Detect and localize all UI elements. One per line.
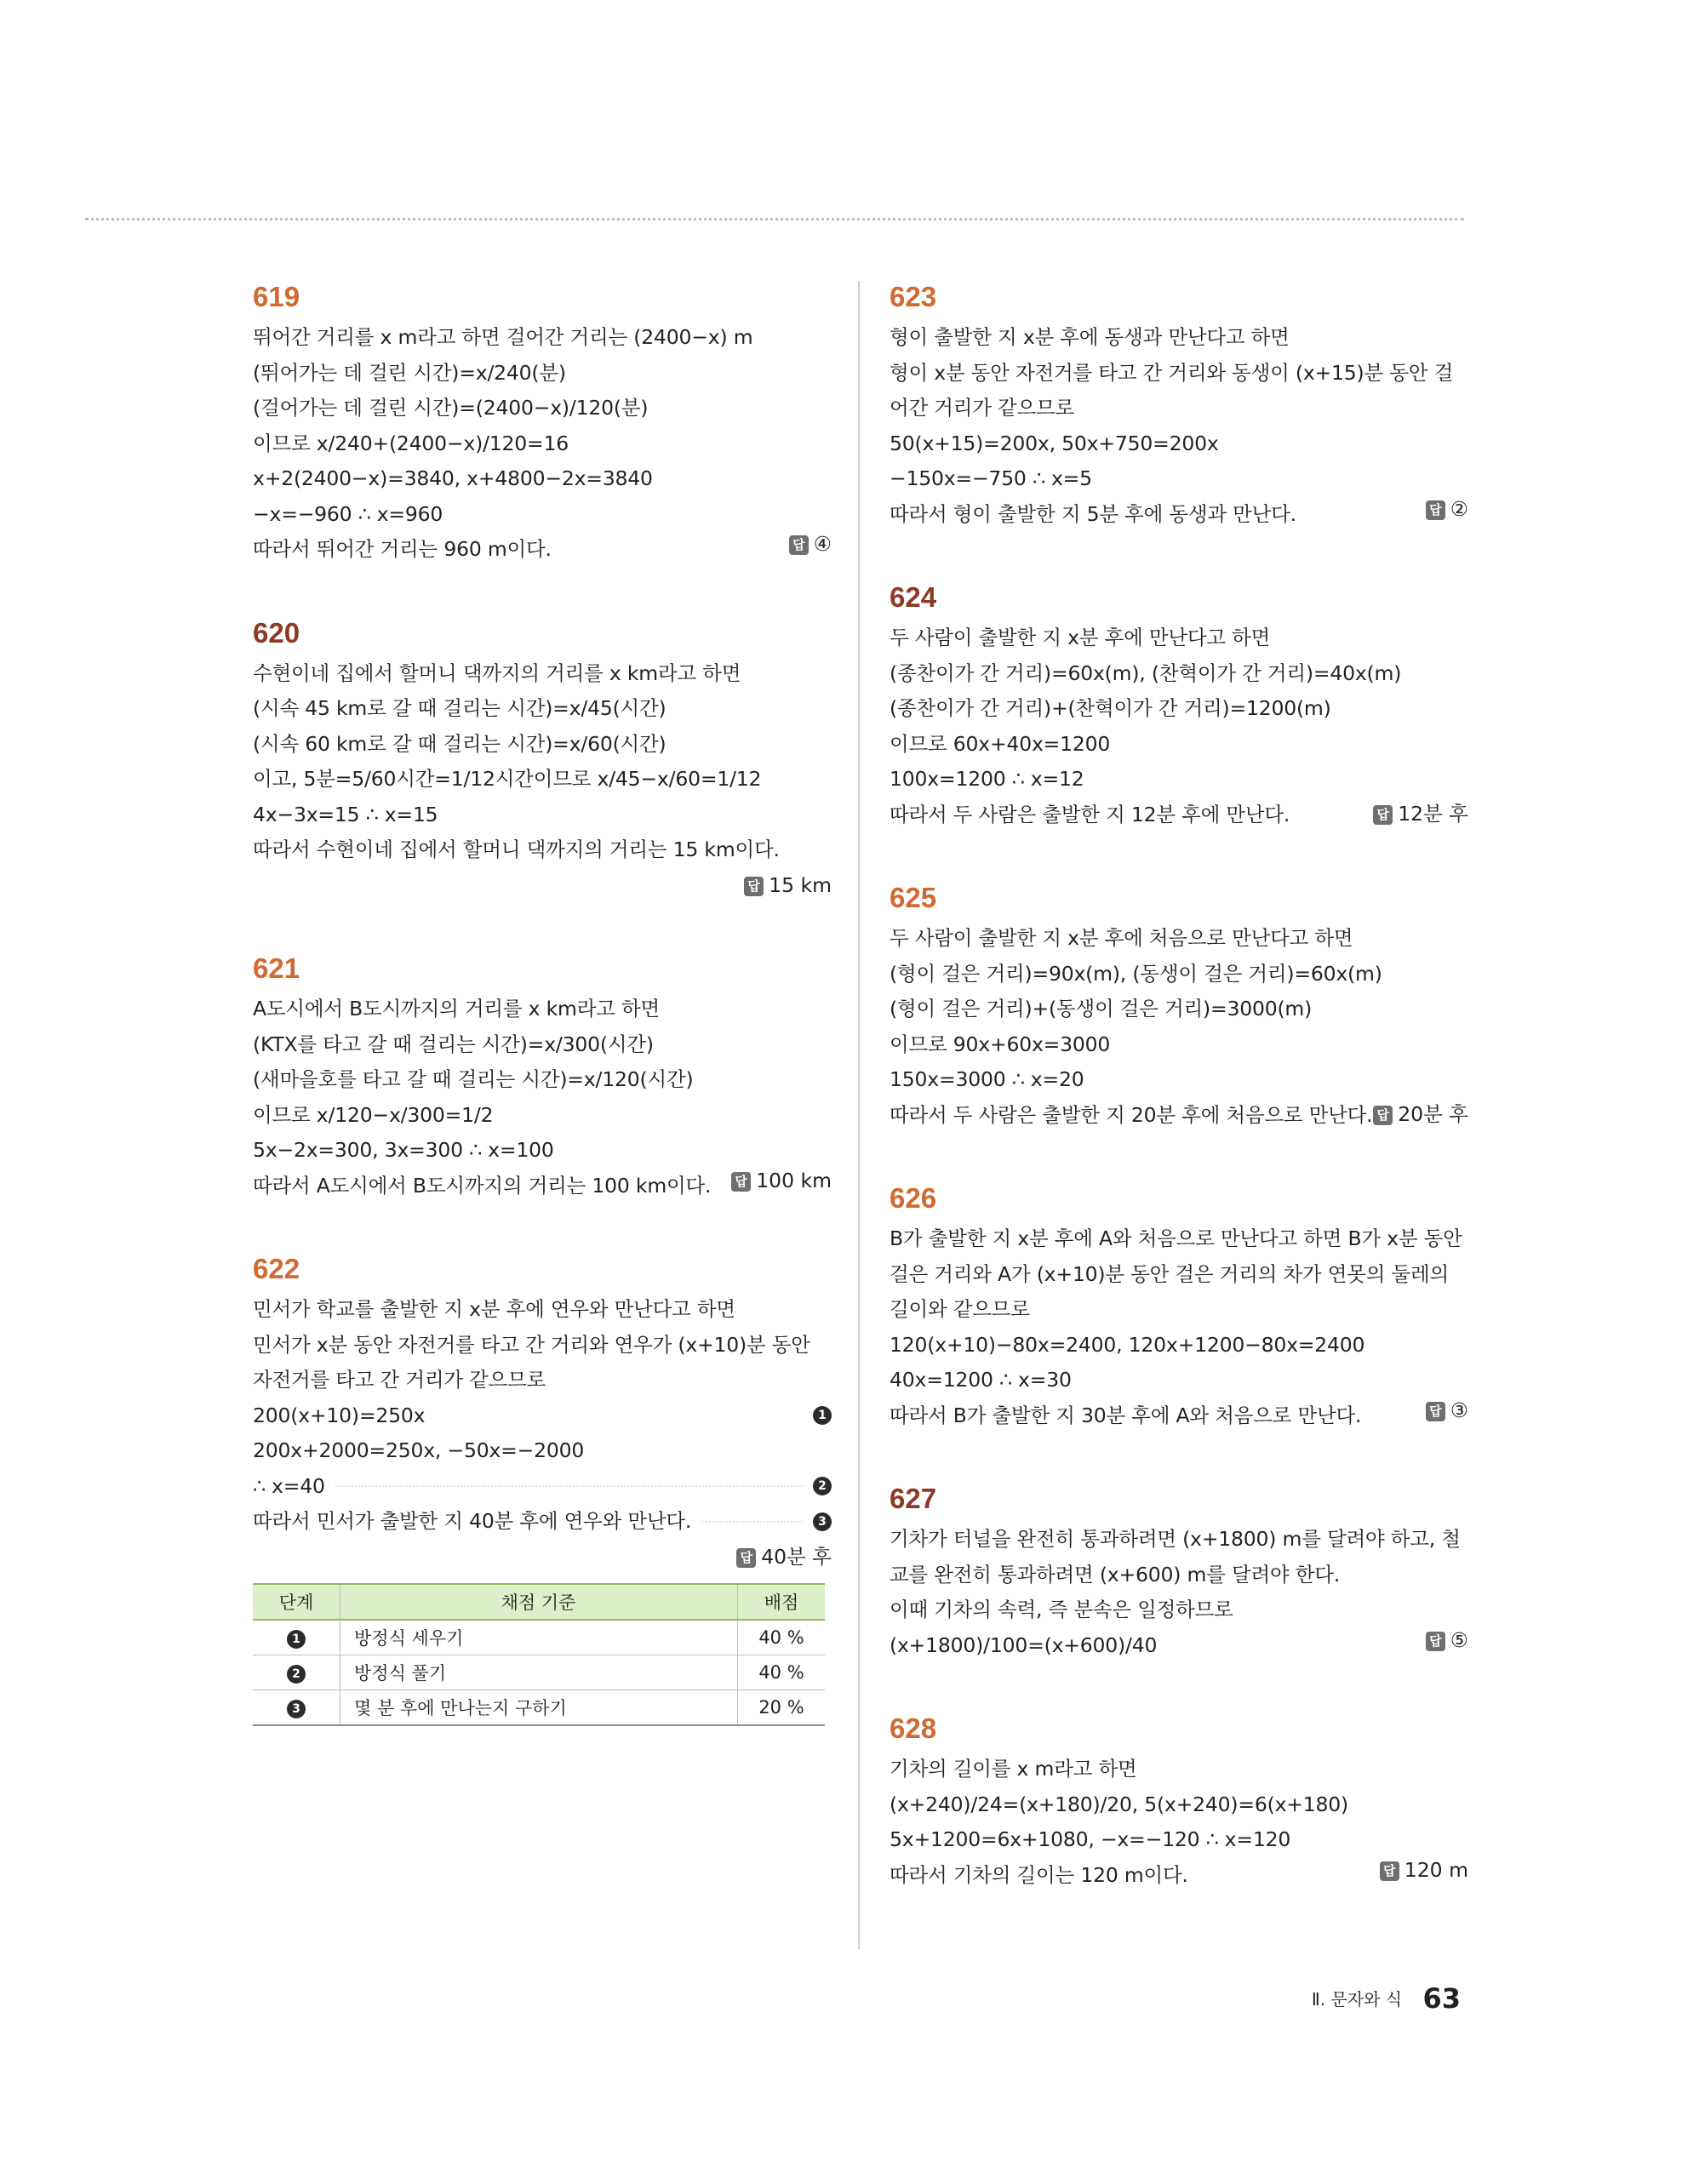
solution-line: 이때 기차의 속력, 즉 분속은 일정하므로 [890,1598,1233,1621]
solution-line: 이므로 x/240+(2400−x)/120=16 [253,431,569,455]
section-title: Ⅱ. 문자와 식 [1311,1989,1403,2010]
answer [736,1545,832,1569]
answer-value: ② [1450,496,1468,521]
solution-line: (종찬이가 간 거리)=60x(m), (찬혁이가 간 거리)=40x(m) [890,660,1402,685]
answer-badge-icon: 답 [744,877,764,896]
answer [1426,497,1468,533]
conclusion-row [253,1169,832,1204]
problem-623 [890,279,1468,532]
right-column [890,279,1468,1893]
answer [731,1169,832,1204]
answer-badge-icon: 답 [1426,1632,1445,1651]
answer-badge-icon: 답 [1373,1106,1393,1125]
answer [1380,1858,1468,1894]
solution-line: 따라서 뛰어간 거리는 960 m이다. [253,537,552,561]
solution-line: 두 사람이 출발한 지 x분 후에 처음으로 만난다고 하면 [890,926,1353,950]
answer-badge-icon: 답 [731,1172,751,1192]
step-2-icon: 2 [813,1477,832,1495]
solution-line: 150x=3000 ∴ x=20 [890,1067,1084,1091]
answer-badge-icon: 답 [1373,805,1393,825]
solution-line: 형이 x분 동안 자전거를 타고 간 거리와 동생이 (x+15)분 동안 걸어간 거리가 같으므로 [890,360,1454,420]
solution-line: 이므로 90x+60x=3000 [890,1032,1111,1056]
answer-badge-icon: 답 [789,535,809,555]
solution-line: A도시에서 B도시까지의 거리를 x km라고 하면 [253,997,660,1021]
answer-badge-icon: 답 [1380,1861,1399,1881]
step-row [253,1398,832,1434]
problem-628 [890,1711,1468,1893]
answer [744,873,832,897]
answer-row [253,1540,832,1575]
solution-line: −x=−960 ∴ x=960 [253,501,443,526]
step-2-icon: 2 [287,1665,306,1684]
table-header: 단계 [253,1584,340,1620]
solution-line: 형이 출발한 지 x분 후에 동생과 만난다고 하면 [890,325,1290,349]
step-1-icon: 1 [287,1630,306,1649]
solution-line: (x+240)/24=(x+180)/20, 5(x+240)=6(x+180) [890,1792,1349,1816]
table-header: 배점 [738,1584,826,1620]
answer-value: 100 km [756,1168,832,1192]
conclusion-row [890,1858,1468,1894]
solution-line: 수현이네 집에서 할머니 댁까지의 거리를 x km라고 하면 [253,660,741,685]
problem-626 [890,1181,1468,1433]
solution-line: 이므로 60x+40x=1200 [890,731,1111,756]
answer-value: 12분 후 [1398,801,1468,826]
solution-line: (형이 걸은 거리)=90x(m), (동생이 걸은 거리)=60x(m) [890,961,1382,986]
solution-line: 따라서 두 사람은 출발한 지 20분 후에 처음으로 만난다. [890,1102,1373,1127]
table-row [253,1620,825,1655]
solution-line: (형이 걸은 거리)+(동생이 걸은 거리)=3000(m) [890,997,1313,1021]
answer-value: 20분 후 [1398,1101,1468,1126]
step-row [253,1469,832,1505]
table-cell: 40 % [738,1620,826,1655]
answer [1426,1398,1468,1434]
solution-line: (x+1800)/100=(x+600)/40 [890,1632,1158,1657]
table-cell: 방정식 세우기 [340,1620,738,1655]
conclusion-row [890,798,1468,833]
problem-625 [890,880,1468,1133]
solution-line: (새마을호를 타고 갈 때 걸리는 시간)=x/120(시간) [253,1067,694,1091]
solution-line: 50(x+15)=200x, 50x+750=200x [890,431,1219,455]
solution-line: 기차의 길이를 x m라고 하면 [890,1757,1137,1781]
answer [1426,1628,1468,1664]
problem-number: 625 [890,882,937,913]
solution-line: 뛰어간 거리를 x m라고 하면 걸어간 거리는 (2400−x) m [253,325,753,349]
solution-line: 민서가 x분 동안 자전거를 타고 간 거리와 연우가 (x+10)분 동안 자전거를 타고 간 거리가 같으므로 [253,1332,810,1392]
table-header-row [253,1584,825,1620]
answer-value: ③ [1450,1398,1468,1422]
problem-number: 621 [253,952,300,984]
page-footer [1312,1981,1461,2016]
solution-line: 200x+2000=250x, −50x=−2000 [253,1438,585,1462]
solution-line: 민서가 학교를 출발한 지 x분 후에 연우와 만난다고 하면 [253,1297,735,1321]
answer [1373,1098,1468,1134]
conclusion-row [890,1398,1468,1434]
solution-line: 4x−3x=15 ∴ x=15 [253,802,438,826]
scoring-table [253,1583,825,1726]
problem-622 [253,1251,832,1726]
solution-line: 5x−2x=300, 3x=300 ∴ x=100 [253,1138,554,1162]
step-3-icon: 3 [287,1700,306,1718]
solution-line: −150x=−750 ∴ x=5 [890,466,1092,490]
page-number: 63 [1422,1982,1461,2015]
problem-number: 624 [890,581,937,613]
answer-badge-icon: 답 [736,1548,756,1568]
solution-line: (시속 60 km로 갈 때 걸리는 시간)=x/60(시간) [253,731,667,756]
solution-line: B가 출발한 지 x분 후에 A와 처음으로 만난다고 하면 B가 x분 동안 걸은 거리와 A가 (x+10)분 동안 걸은 거리의 차가 연못의 둘레의 길이와 같으므로 [890,1226,1462,1321]
problem-621 [253,951,832,1203]
solution-line: 따라서 형이 출발한 지 5분 후에 동생과 만난다. [890,501,1296,526]
conclusion-row [890,1628,1468,1664]
problem-619 [253,279,832,568]
problem-number: 622 [253,1253,300,1284]
table-cell: 방정식 풀기 [340,1655,738,1690]
problem-number: 626 [890,1182,937,1214]
conclusion-row [890,1098,1468,1134]
dotted-leader [335,1485,803,1487]
problem-number: 623 [890,281,937,312]
problem-number: 620 [253,616,300,649]
table-header: 채점 기준 [340,1584,738,1620]
solution-line: 따라서 민서가 출발한 지 40분 후에 연우와 만난다. [253,1509,692,1533]
answer-value: ⑤ [1450,1627,1468,1652]
answer-value: ④ [813,532,832,556]
top-dotted-rule [85,218,1464,220]
problem-624 [890,580,1468,832]
table-row [253,1690,825,1726]
answer-value: 40분 후 [761,1544,832,1569]
table-cell: 40 % [738,1655,826,1690]
solution-line: 이고, 5분=5/60시간=1/12시간이므로 x/45−x/60=1/12 [253,767,762,791]
answer [789,532,832,568]
answer-badge-icon: 답 [1426,500,1445,520]
solution-line: 따라서 두 사람은 출발한 지 12분 후에 만난다. [890,802,1290,826]
solution-line: 따라서 B가 출발한 지 30분 후에 A와 처음으로 만난다. [890,1403,1362,1427]
solution-line: 두 사람이 출발한 지 x분 후에 만난다고 하면 [890,626,1271,649]
solution-line: 따라서 A도시에서 B도시까지의 거리는 100 km이다. [253,1173,712,1198]
column-divider [858,281,860,1949]
solution-line: 따라서 수현이네 집에서 할머니 댁까지의 거리는 15 km이다. [253,838,780,861]
problem-number: 619 [253,281,300,312]
solution-line: (종찬이가 간 거리)+(찬혁이가 간 거리)=1200(m) [890,696,1331,720]
solution-line: (KTX를 타고 갈 때 걸리는 시간)=x/300(시간) [253,1032,654,1056]
solution-line: x+2(2400−x)=3840, x+4800−2x=3840 [253,466,653,490]
solution-line: 따라서 기차의 길이는 120 m이다. [890,1862,1188,1887]
problem-627 [890,1481,1468,1663]
step-row [253,1433,832,1469]
solution-line: 이므로 x/120−x/300=1/2 [253,1102,494,1127]
step-1-icon: 1 [813,1406,832,1425]
step-3-icon: 3 [813,1512,832,1531]
solution-line: (뛰어가는 데 걸린 시간)=x/240(분) [253,360,566,385]
solution-line: (시속 45 km로 갈 때 걸리는 시간)=x/45(시간) [253,696,667,720]
conclusion-row [253,532,832,568]
solution-line: 기차가 터널을 완전히 통과하려면 (x+1800) m를 달려야 하고, 철교를 완전히 통과하려면 (x+600) m를 달려야 한다. [890,1527,1461,1587]
table-cell: 20 % [738,1690,826,1726]
dotted-leader [701,1521,803,1523]
problem-number: 628 [890,1712,937,1744]
answer-value: 15 km [769,872,832,897]
solution-line: 120(x+10)−80x=2400, 120x+1200−80x=2400 [890,1332,1365,1357]
table-cell: 몇 분 후에 만나는지 구하기 [340,1690,738,1726]
solution-line: 40x=1200 ∴ x=30 [890,1368,1072,1392]
problem-number: 627 [890,1483,937,1514]
left-column [253,279,832,1726]
answer [1373,798,1468,833]
conclusion-row [890,497,1468,533]
problem-620 [253,615,832,904]
table-row [253,1655,825,1690]
solution-line: 100x=1200 ∴ x=12 [890,767,1084,791]
solution-line: 5x+1200=6x+1080, −x=−120 ∴ x=120 [890,1827,1291,1851]
answer-badge-icon: 답 [1426,1402,1445,1421]
solution-line: (걸어가는 데 걸린 시간)=(2400−x)/120(분) [253,396,649,420]
step-row [253,1504,832,1540]
answer-row [253,868,832,904]
answer-value: 120 m [1404,1857,1468,1882]
solution-line: 200(x+10)=250x [253,1403,426,1427]
solution-line: ∴ x=40 [253,1473,325,1498]
